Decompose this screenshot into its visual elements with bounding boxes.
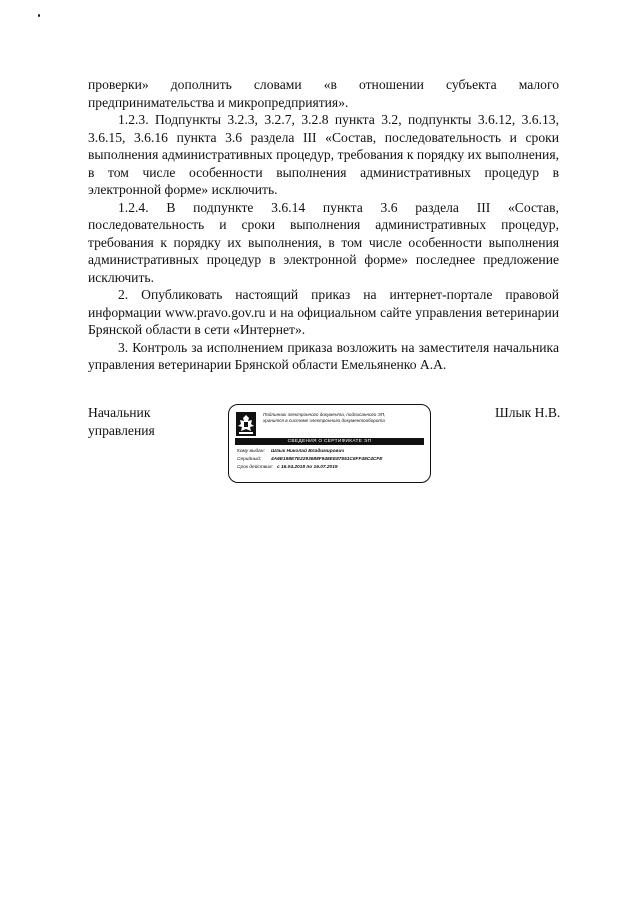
paragraph-1-2-3: 1.2.3. Подпункты 3.2.3, 3.2.7, 3.2.8 пункта 3.2, подпункты 3.6.12, 3.6.13, 3.6.15, 3.6.16 пункта 3.6 раздела III «Состав, последовательность и сроки выполнения административных процедур, требования к порядку их выполнения, в том числе особенности выполнения административных процедур в электронной форме» исключить. <box>88 112 559 197</box>
stamp-header-line-2: хранится в системе электронного документооборота <box>263 418 385 423</box>
paragraph-1-2-4: 1.2.4. В подпункте 3.6.14 пункта 3.6 раздела III «Состав, последовательность и сроки выполнения административных процедур, требования к порядку их выполнения, в том числе особенности выполнения административных процедур в электронной форме» последнее предложение исключить. <box>88 199 559 285</box>
signatory-name: Шлык Н.В. <box>495 405 561 420</box>
coat-of-arms-icon <box>235 411 257 437</box>
serial-label: Серийный: <box>237 457 262 462</box>
paragraph-2: 2. Опубликовать настоящий приказ на интернет-портале правовой информации www.pravo.gov.ru и на официальном сайте управления ветеринарии Брянской области в сети «Интернет». <box>88 287 559 337</box>
serial-row <box>237 456 427 464</box>
signatory-position <box>88 404 155 440</box>
issued-to-label: Кому выдан: <box>237 449 265 454</box>
stamp-header <box>263 412 427 424</box>
electronic-signature-stamp <box>228 404 431 483</box>
document-body <box>88 76 559 374</box>
scan-speck <box>38 14 40 17</box>
certificate-details <box>237 448 427 472</box>
validity-value: с 16.04.2018 по 16.07.2019 <box>277 465 338 470</box>
validity-row <box>237 464 427 472</box>
paragraph-continuation: проверки» дополнить словами «в отношении субъекта малого предпринимательства и микропредприятия». <box>88 77 559 110</box>
certificate-title: СВЕДЕНИЯ О СЕРТИФИКАТЕ ЭП <box>235 438 424 445</box>
issued-to-row <box>237 448 427 456</box>
stamp-header-line-1: Подлинник электронного документа, подписанного ЭП, <box>263 412 386 417</box>
position-line-1: Начальник <box>88 405 151 420</box>
serial-value: 4A6E198E7E2293688F948EE87551C6FF48C4CFE <box>271 457 383 462</box>
issued-to-value: Шлык Николай Владимирович <box>271 449 345 454</box>
position-line-2: управления <box>88 423 155 438</box>
validity-label: Срок действия: <box>237 465 273 470</box>
paragraph-3: 3. Контроль за исполнением приказа возложить на заместителя начальника управления ветеринарии Брянской области Емельяненко А.А. <box>88 339 559 372</box>
